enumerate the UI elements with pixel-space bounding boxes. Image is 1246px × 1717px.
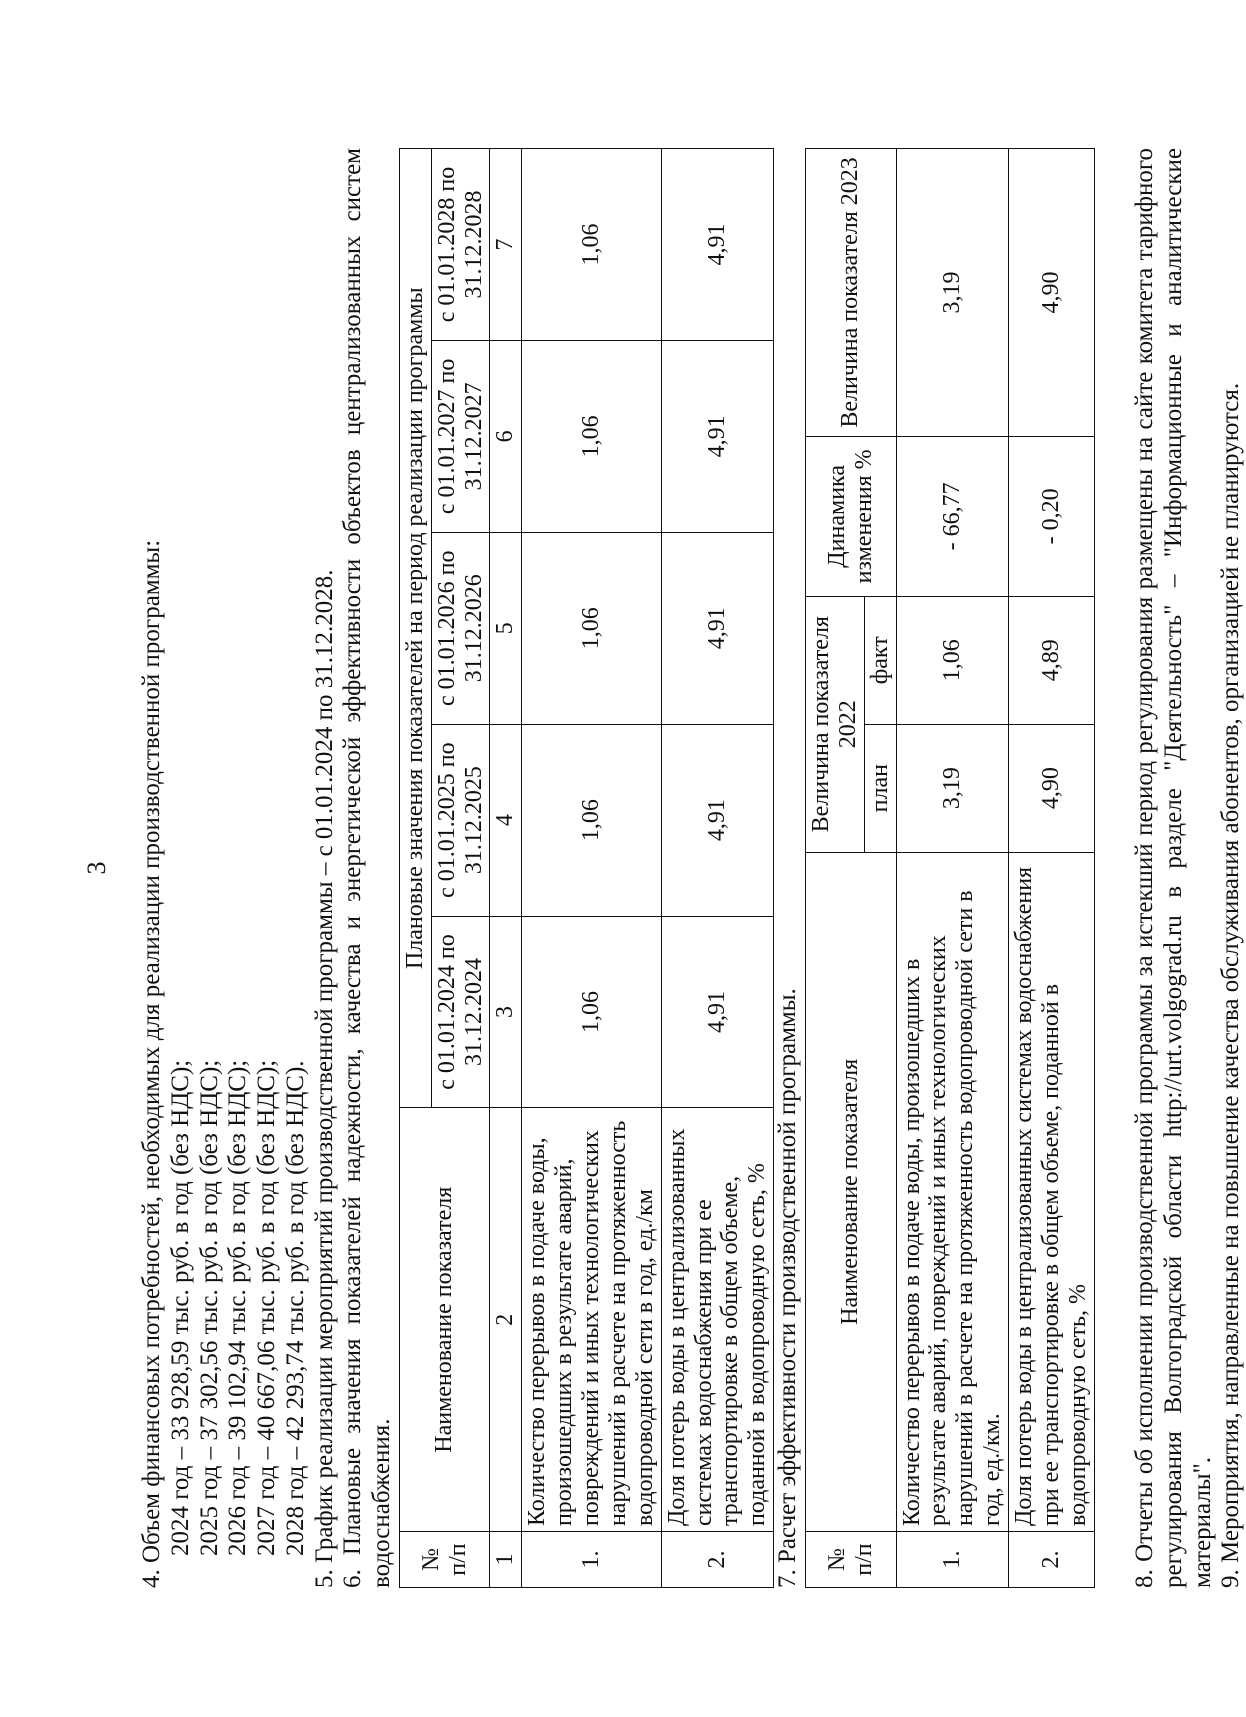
financial-item-2025: 2025 год – 37 302,56 тыс. руб. в год (без НДС); [195, 1059, 223, 1556]
table2-row1-value-2023: 3,19 [896, 149, 1009, 437]
table-row [1009, 149, 1095, 1588]
table1-index-row [490, 149, 522, 1588]
table2-row2-value-2023: 4,90 [1009, 149, 1095, 437]
table1-row2-value-2026: 4,91 [661, 532, 774, 724]
table1-index-cell: 2 [490, 1108, 522, 1532]
table1-row1-value-2027: 1,06 [522, 340, 661, 532]
table2-header-2023: Величина показателя 2023 [805, 149, 896, 437]
page-number: 3 [82, 861, 111, 875]
table2-header-name: Наименование показателя [805, 852, 896, 1531]
table1-header-period-2026: с 01.01.2026 по 31.12.2026 [431, 532, 490, 724]
financial-item-2024: 2024 год – 33 928,59 тыс. руб. в год (без НДС); [166, 1059, 194, 1556]
table1-row1-value-2028: 1,06 [522, 149, 661, 341]
table1-row2-name: Доля потерь воды в централизованных системах водоснабжения при ее транспортировке в общем объеме, поданной в водопроводную сеть, % [661, 1108, 774, 1532]
table2-header-num: № п/п [805, 1532, 896, 1588]
table1-row1-value-2026: 1,06 [522, 532, 661, 724]
table2-header-plan: план [864, 724, 896, 852]
table2-header-2022: Величина показателя 2022 [805, 596, 864, 852]
table2-row1-name: Количество перерывов в подаче воды, произошедших в результате аварий, повреждений и иных технологических нарушений в расчете на протяженность водопроводной сети в год, ед./км. [896, 852, 1009, 1531]
rotated-page [82, 108, 1245, 1628]
table2-row1-fact: 1,06 [896, 596, 1009, 724]
table1-header-period-2025: с 01.01.2025 по 31.12.2025 [431, 724, 490, 916]
table2-row1-num: 1. [896, 1532, 1009, 1588]
section-6: 6. Плановые значения показателей надежности, качества и энергетической эффективности объектов централизованных систем водоснабжения. [339, 148, 395, 1588]
table1-row2-value-2024: 4,91 [661, 916, 774, 1108]
table1-header-group: Плановые значения показателей на период реализации программы [399, 149, 431, 1108]
section-5: 5. График реализации мероприятий производственной программы – с 01.01.2024 по 31.12.2028. [310, 569, 338, 1588]
table1-header-period-2027: с 01.01.2027 по 31.12.2027 [431, 340, 490, 532]
table-row [522, 149, 661, 1588]
table1-row1-value-2024: 1,06 [522, 916, 661, 1108]
section-9: 9. Мероприятия, направленные на повышение качества обслуживания абонентов, организацией не планируются. [1217, 382, 1245, 1588]
section-8: 8. Отчеты об исполнении производственной программы за истекший период регулирования размещены на сайте комитета тарифного регулирования Волгоградской области http://urt.volgograd.ru в разделе "Деятельность" – "Информационные и аналитические материалы". [1131, 148, 1216, 1588]
efficiency-table [805, 148, 1095, 1588]
table1-row2-value-2025: 4,91 [661, 724, 774, 916]
planned-indicators-table [399, 148, 774, 1588]
table2-header-dynamics: Динамика изменения % [805, 436, 896, 596]
table2-row1-dynamics: - 66,77 [896, 436, 1009, 596]
table1-row1-num: 1. [522, 1532, 661, 1588]
section-7: 7. Расчет эффективности производственной программы. [774, 988, 802, 1588]
table2-row2-name: Доля потерь воды в централизованных системах водоснабжения при ее транспортировке в общем объеме, поданной в водопроводную сеть, % [1009, 852, 1095, 1531]
table1-header-name: Наименование показателя [399, 1108, 490, 1532]
document-content [138, 148, 1246, 1588]
table2-header-fact: факт [864, 596, 896, 724]
spacer [1095, 148, 1131, 1588]
table2-row2-num: 2. [1009, 1532, 1095, 1588]
table1-index-cell: 7 [490, 149, 522, 341]
table2-row2-plan: 4,90 [1009, 724, 1095, 852]
table1-index-cell: 6 [490, 340, 522, 532]
table1-index-cell: 3 [490, 916, 522, 1108]
table1-header-period-2028: с 01.01.2028 по 31.12.2028 [431, 149, 490, 341]
table1-row2-value-2027: 4,91 [661, 340, 774, 532]
table2-row1-plan: 3,19 [896, 724, 1009, 852]
financial-item-2026: 2026 год – 39 102,94 тыс. руб. в год (без НДС); [224, 1059, 252, 1556]
table1-row2-value-2028: 4,91 [661, 149, 774, 341]
table1-header-num: № п/п [399, 1532, 490, 1588]
table1-index-cell: 1 [490, 1532, 522, 1588]
table-row [661, 149, 774, 1588]
table1-header-period-2024: с 01.01.2024 по 31.12.2024 [431, 916, 490, 1108]
table-row [896, 149, 1009, 1588]
table1-index-cell: 4 [490, 724, 522, 916]
table2-row2-fact: 4,89 [1009, 596, 1095, 724]
section-4-heading: 4. Объем финансовых потребностей, необходимых для реализации производственной программы: [138, 539, 165, 1588]
financial-item-2027: 2027 год – 40 667,06 тыс. руб. в год (без НДС); [253, 1059, 280, 1556]
table1-row1-name: Количество перерывов в подаче воды, произошедших в результате аварий, повреждений и иных технологических нарушений в расчете на протяженность водопроводной сети в год, ед./км [522, 1108, 661, 1532]
table2-row2-dynamics: - 0,20 [1009, 436, 1095, 596]
table1-row2-num: 2. [661, 1532, 774, 1588]
table1-row1-value-2025: 1,06 [522, 724, 661, 916]
financial-item-2028: 2028 год – 42 293,74 тыс. руб. в год (без НДС). [281, 1060, 309, 1556]
financial-needs-list [167, 148, 311, 1588]
table1-index-cell: 5 [490, 532, 522, 724]
